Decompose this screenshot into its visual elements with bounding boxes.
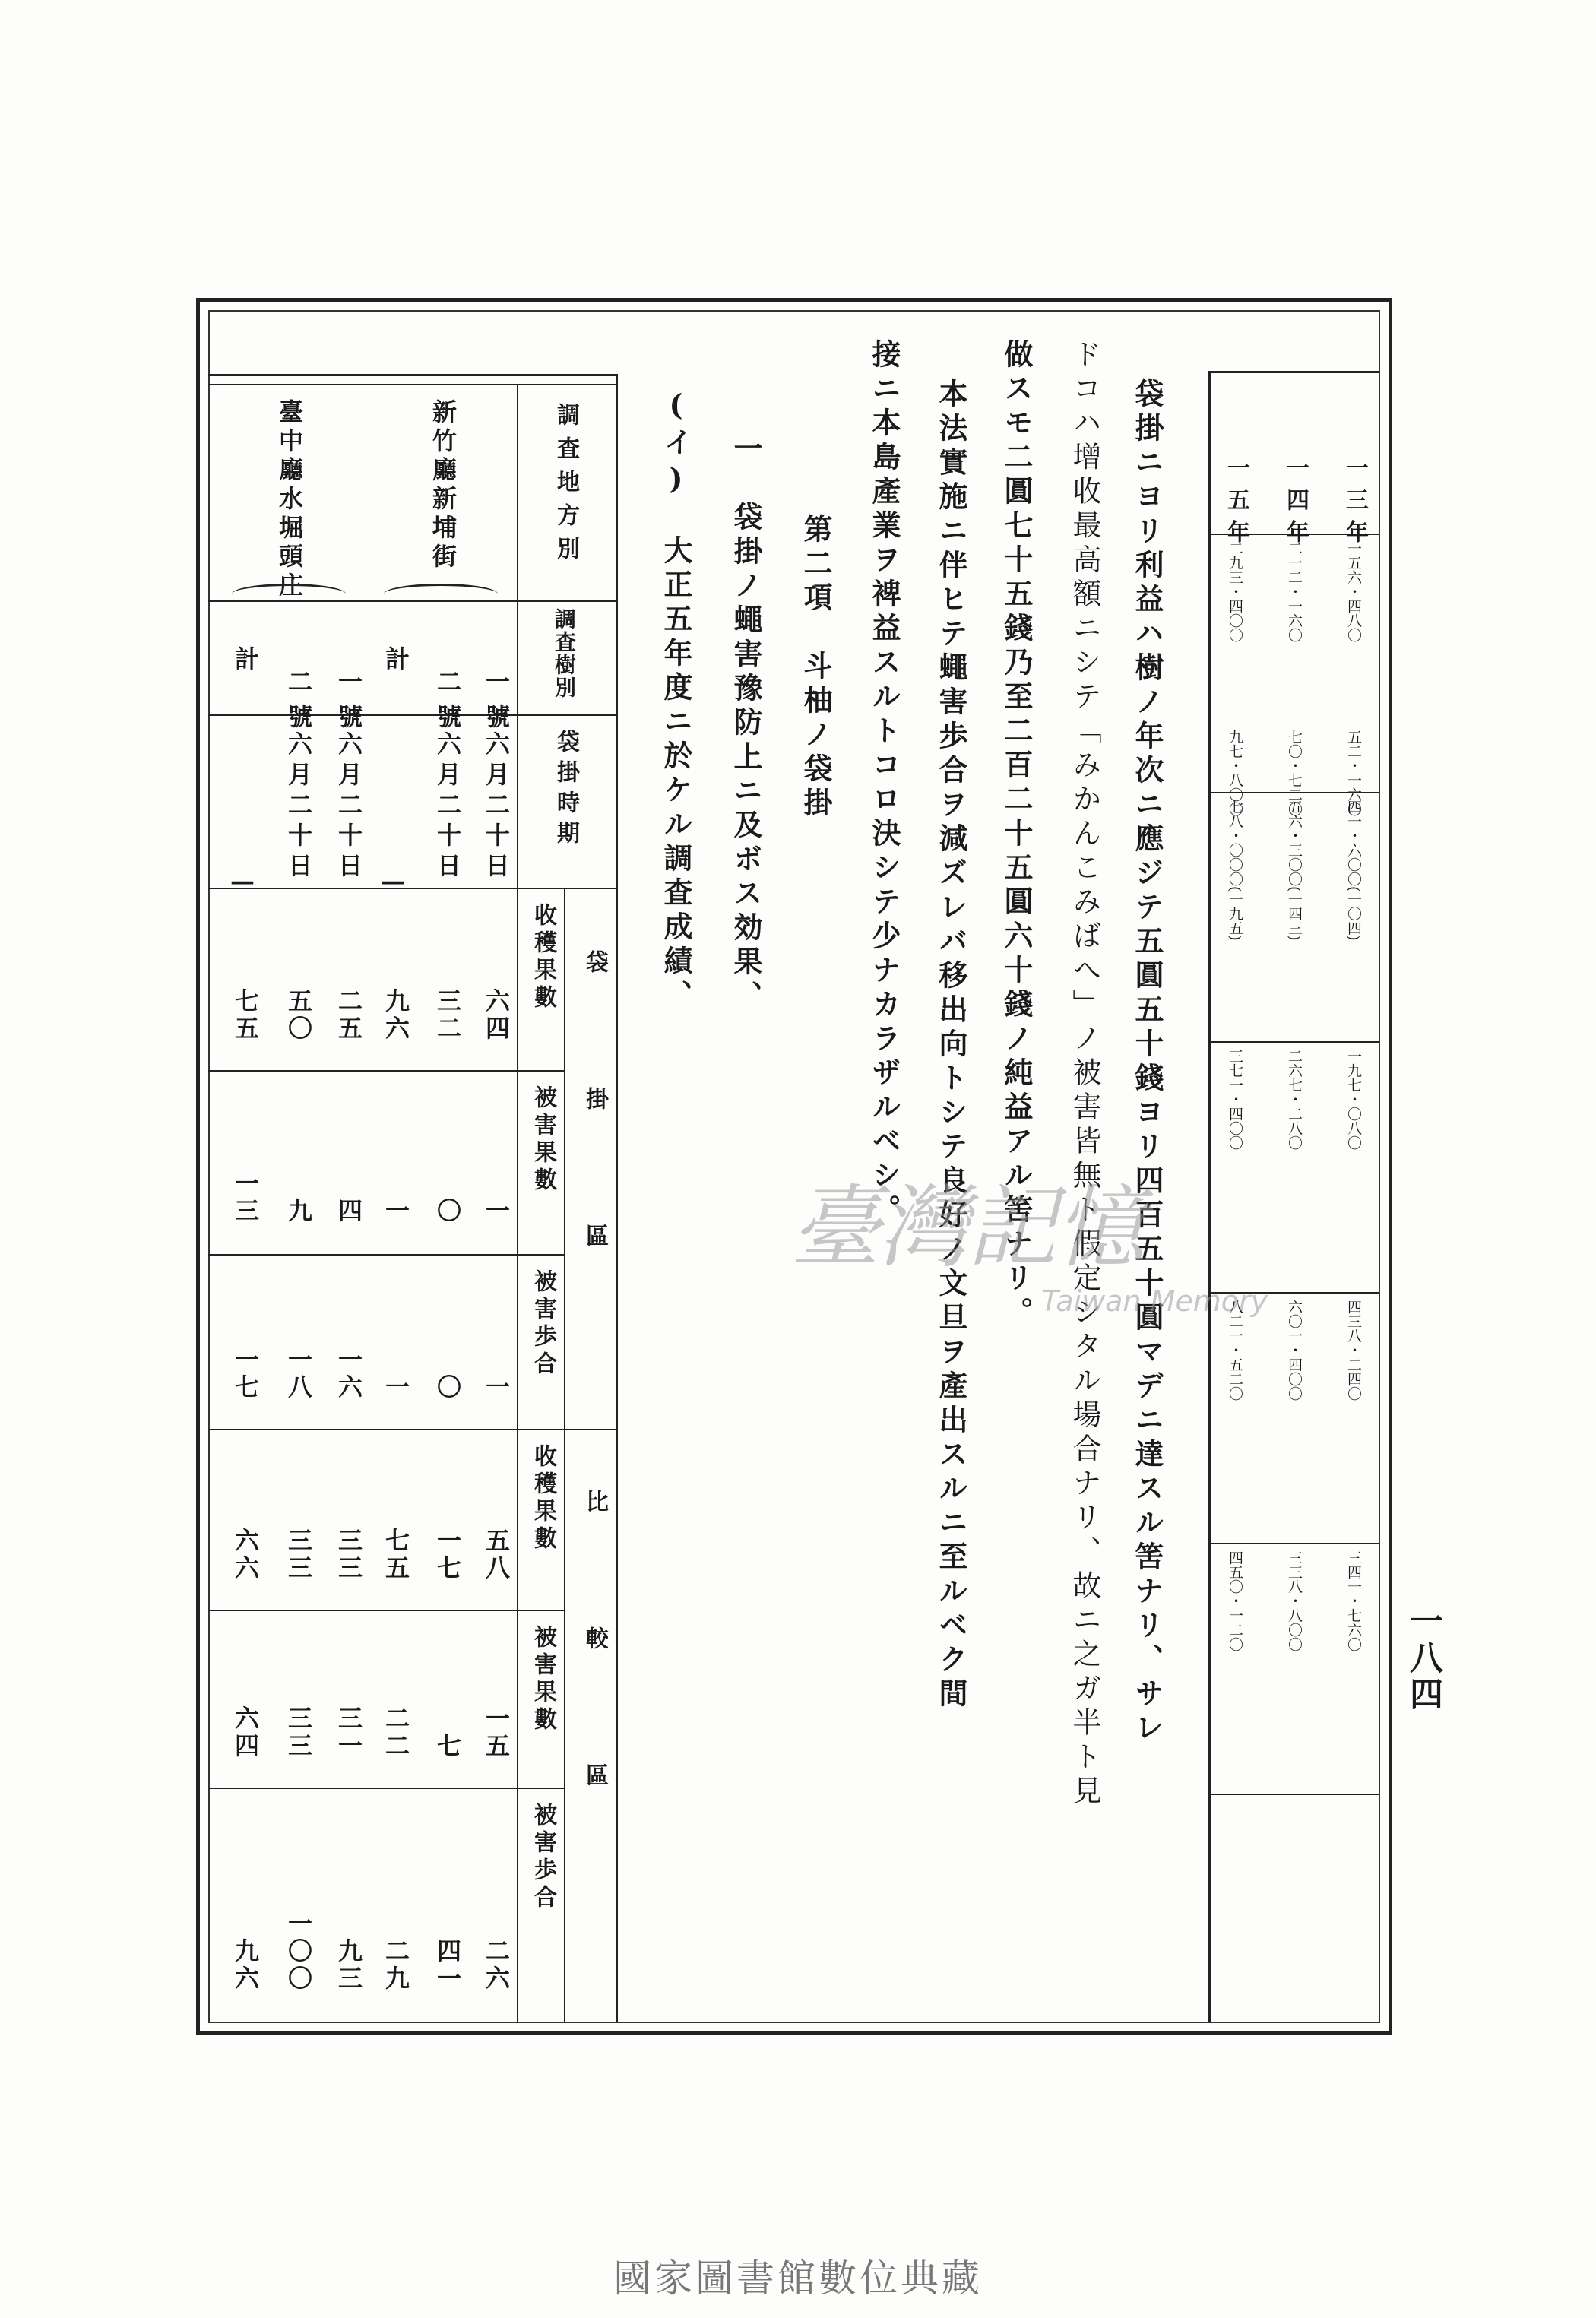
year-value: 二九三・四〇〇 [1227,541,1243,642]
cell-cmp-damaged: 三一 [334,1705,363,1760]
year-value: 一九七・〇八〇 [1345,1049,1362,1150]
bagging-time: — [228,866,257,901]
prose-line-4: 本法實施ニ伴ヒテ蠅害歩合ヲ減ズレバ移出向トシテ良好ノ文旦ヲ產出スルニ至ルベク間 [934,378,968,1712]
watermark-latin: Taiwan Memory [1041,1284,1268,1318]
cell-cmp-harvest: 三三 [334,1528,363,1582]
year-label: 一四年 [1282,456,1309,552]
header-time: 袋掛時期 [553,730,579,851]
bagging-time: 六月二十日 [433,731,462,883]
section-heading: 第二項 斗柚ノ袋掛 [799,514,833,822]
cell-cmp-harvest: 五八 [482,1528,511,1582]
cell-bag-damaged: 〇 [433,1198,462,1225]
subsection-heading: 一 袋掛ノ蠅害豫防上ニ及ボス効果、 [729,433,763,1015]
cell-bag-rate: 一六 [334,1347,363,1401]
cell-bag-rate: 〇 [433,1374,462,1401]
year-label: 一三年 [1341,456,1368,552]
year-value: 三四一・七六〇 [1345,1550,1362,1651]
year-value: 四三八・二四〇 [1345,1300,1362,1401]
tree-label: 一號 [482,669,511,739]
cell-cmp-rate: 九六 [231,1938,260,1993]
bagging-time: 六月二十日 [284,731,313,883]
cell-bag-rate: 一七 [231,1347,260,1401]
cell-bag-harvest: 七五 [231,988,260,1043]
page-number: 一八四 [1404,1604,1442,1713]
cell-bag-damaged: 九 [284,1198,313,1225]
cell-cmp-rate: 一〇〇 [284,1911,313,1993]
year-value: 三七一・四〇〇 [1227,1049,1243,1150]
prose-line-1: 袋掛ニヨリ利益ハ樹ノ年次ニ應ジテ五圓五十錢ヨリ四百五十圓マデニ達スル筈ナリ、サレ [1130,378,1164,1746]
prose-line-2: ドコハ增收最高額ニシテ「みかんこみばへ」ノ被害皆無ト假定シタル場合ナリ、故ニ之ガ半ト見 [1068,339,1101,1810]
cell-bag-rate: 一八 [284,1347,313,1401]
header-bagged-group: 袋掛區 [581,950,608,1360]
brace-taichung [232,584,346,604]
cell-cmp-rate: 九三 [334,1938,363,1993]
cell-cmp-rate: 二六 [482,1938,511,1993]
year-value: 二六七・二八〇 [1286,1049,1303,1150]
cell-cmp-rate: 四一 [433,1938,462,1993]
prose-line-3: 做スモ二圓七十五錢乃至二百二十五圓六十錢ノ純益アル筈ナリ。 [999,339,1034,1331]
tree-label: 二號 [433,669,462,739]
cell-cmp-damaged: 二二 [382,1705,410,1760]
cell-bag-harvest: 六四 [482,988,511,1043]
header-bag-damaged: 被害果數 [530,1085,556,1195]
header-control-group: 比較區 [581,1490,608,1900]
header-cmp-damaged: 被害果數 [530,1625,556,1734]
cell-cmp-harvest: 三三 [284,1528,313,1582]
year-label: 一五年 [1223,456,1249,552]
header-cmp-harvest: 收穫果數 [530,1444,556,1553]
cell-bag-rate: 一 [482,1374,511,1401]
cell-bag-harvest: 三二 [433,988,462,1043]
prose-line-5: 接ニ本島產業ヲ裨益スルトコロ決シテ少ナカラザルベシ。 [867,339,901,1228]
header-cmp-rate: 被害歩合 [530,1803,556,1912]
footer-caption: 國家圖書館數位典藏 [613,2256,983,2301]
watermark [790,1155,1292,1338]
cell-cmp-harvest: 六六 [231,1528,260,1582]
cell-bag-rate: 一 [382,1374,410,1401]
bagging-time: — [378,866,407,901]
tree-label: 二號 [284,669,313,739]
year-value: 五二・一六〇 [1345,730,1362,816]
bagging-time: 六月二十日 [334,731,363,883]
year-value: 七八・〇〇〇(一九五) [1227,800,1243,941]
cell-cmp-harvest: 七五 [382,1528,410,1582]
year-value: 四五〇・一二〇 [1227,1550,1243,1651]
year-value: 九七・八〇〇 [1227,730,1243,816]
header-bag-rate: 被害歩合 [530,1269,556,1379]
cell-cmp-damaged: 六四 [231,1705,260,1760]
cell-cmp-rate: 二九 [382,1938,410,1993]
cell-cmp-harvest: 一七 [433,1528,462,1582]
table-caption: (イ) 大正五年度ニ於ケル調査成績、 [659,388,693,1014]
watermark-chars: 臺灣記憶 [790,1175,1144,1280]
year-value: 一五六・四八〇 [1345,541,1362,642]
cell-bag-harvest: 五〇 [284,988,313,1043]
tree-label: 計 [382,646,410,670]
cell-bag-damaged: 一 [482,1198,511,1225]
year-value: 四一・六〇〇(一〇四) [1345,800,1362,941]
location-taichung: 臺中廳水堀頭庄 [275,399,304,601]
year-value: 二一二・一六〇 [1286,541,1303,642]
cell-bag-damaged: 四 [334,1198,363,1225]
header-bag-harvest: 收穫果數 [530,903,556,1012]
header-tree: 調査樹別 [552,608,577,699]
brace-hsinchu [384,584,498,604]
header-location: 調査地方別 [553,403,579,570]
cell-bag-damaged: 一三 [231,1170,260,1225]
year-value: 六〇一・四〇〇 [1286,1300,1303,1401]
year-value: 七〇・七二〇 [1286,730,1303,816]
tree-label: 計 [231,646,260,670]
year-value: 八二一・五二〇 [1227,1300,1243,1401]
cell-bag-harvest: 九六 [382,988,410,1043]
cell-bag-damaged: 一 [382,1198,410,1225]
tree-label: 一號 [334,669,363,739]
cell-bag-harvest: 二五 [334,988,363,1043]
bagging-time: 六月二十日 [482,731,511,883]
location-hsinchu: 新竹廳新埔街 [429,399,458,572]
cell-cmp-damaged: 七 [433,1733,462,1760]
year-value: 五六・三〇〇(一四三) [1286,800,1303,941]
year-value: 三三八・八〇〇 [1286,1550,1303,1651]
cell-cmp-damaged: 一五 [482,1705,511,1760]
cell-cmp-damaged: 三三 [284,1705,313,1760]
